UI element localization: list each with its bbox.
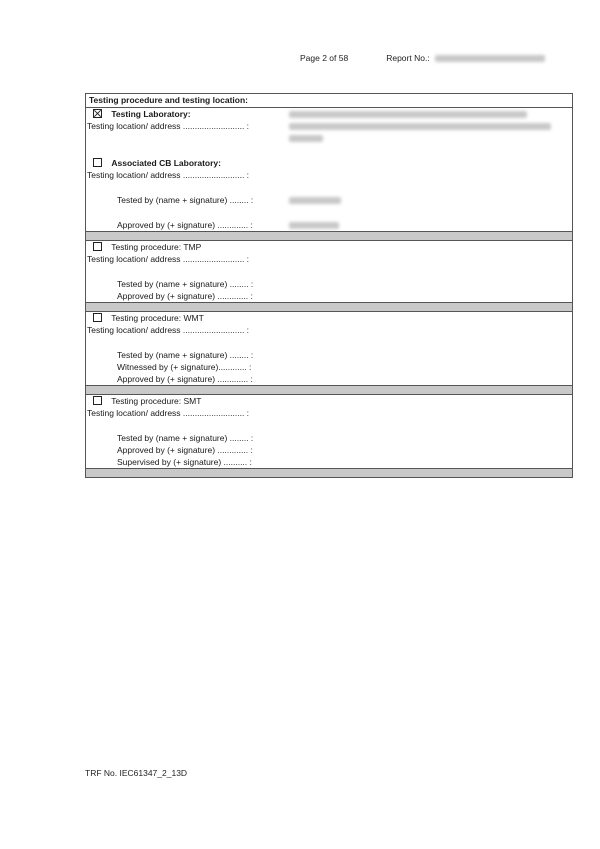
testing-lab-location-label: Testing location/ address .......................... : xyxy=(87,121,250,131)
smt-tested-by-label: Tested by (name + signature) ........ : xyxy=(117,433,254,443)
testing-lab-checkbox[interactable] xyxy=(93,109,102,118)
testing-lab-row xyxy=(86,108,572,120)
section-tmp xyxy=(86,241,572,302)
wmt-tested-by-label: Tested by (name + signature) ........ : xyxy=(117,350,254,360)
report-number-label: Report No.: xyxy=(386,53,430,63)
form-title: Testing procedure and testing location: xyxy=(86,94,572,108)
report-number xyxy=(386,53,545,63)
associated-cb-checkbox[interactable] xyxy=(93,158,102,167)
wmt-label: Testing procedure: WMT xyxy=(111,313,204,323)
redacted-lab-address xyxy=(289,123,551,130)
section-separator xyxy=(86,468,572,477)
tmp-approved-by-label: Approved by (+ signature) ............. : xyxy=(117,291,253,301)
section-separator xyxy=(86,302,572,312)
wmt-checkbox[interactable] xyxy=(93,313,102,322)
smt-approved-by-label: Approved by (+ signature) ............. : xyxy=(117,445,253,455)
tmp-checkbox[interactable] xyxy=(93,242,102,251)
section-testing-laboratory xyxy=(86,108,572,157)
associated-cb-row xyxy=(86,157,572,169)
testing-lab-location-row xyxy=(86,120,572,132)
wmt-witnessed-by-label: Witnessed by (+ signature)............ : xyxy=(117,362,252,372)
section-separator xyxy=(86,231,572,241)
page-header xyxy=(300,53,545,63)
wmt-location-label: Testing location/ address .......................... : xyxy=(87,325,250,335)
tmp-label: Testing procedure: TMP xyxy=(111,242,202,252)
page-number: Page 2 of 58 xyxy=(300,53,349,63)
tmp-tested-by-label: Tested by (name + signature) ........ : xyxy=(117,279,254,289)
smt-checkbox[interactable] xyxy=(93,396,102,405)
smt-location-label: Testing location/ address .......................... : xyxy=(87,408,250,418)
associated-cb-label: Associated CB Laboratory: xyxy=(111,158,221,168)
section-smt xyxy=(86,395,572,468)
section-associated-cb xyxy=(86,157,572,231)
redacted-lab-name xyxy=(289,111,527,118)
wmt-approved-by-label: Approved by (+ signature) ............. : xyxy=(117,374,253,384)
associated-cb-approved-by-label: Approved by (+ signature) ............. : xyxy=(117,220,253,230)
associated-cb-tested-by-label: Tested by (name + signature) ........ : xyxy=(117,195,254,205)
tmp-location-label: Testing location/ address .......................... : xyxy=(87,254,250,264)
associated-cb-location-label: Testing location/ address .......................... : xyxy=(87,170,250,180)
redacted-report-number xyxy=(435,55,545,62)
redacted-lab-address-line2 xyxy=(289,135,323,142)
testing-lab-label: Testing Laboratory: xyxy=(111,109,191,119)
redacted-approved-by xyxy=(289,222,339,229)
smt-supervised-by-label: Supervised by (+ signature) .......... : xyxy=(117,457,252,467)
section-separator xyxy=(86,385,572,395)
section-wmt xyxy=(86,312,572,385)
trf-number: TRF No. IEC61347_2_13D xyxy=(85,768,188,778)
redacted-tested-by xyxy=(289,197,341,204)
testing-procedure-form xyxy=(85,93,573,478)
smt-label: Testing procedure: SMT xyxy=(111,396,202,406)
